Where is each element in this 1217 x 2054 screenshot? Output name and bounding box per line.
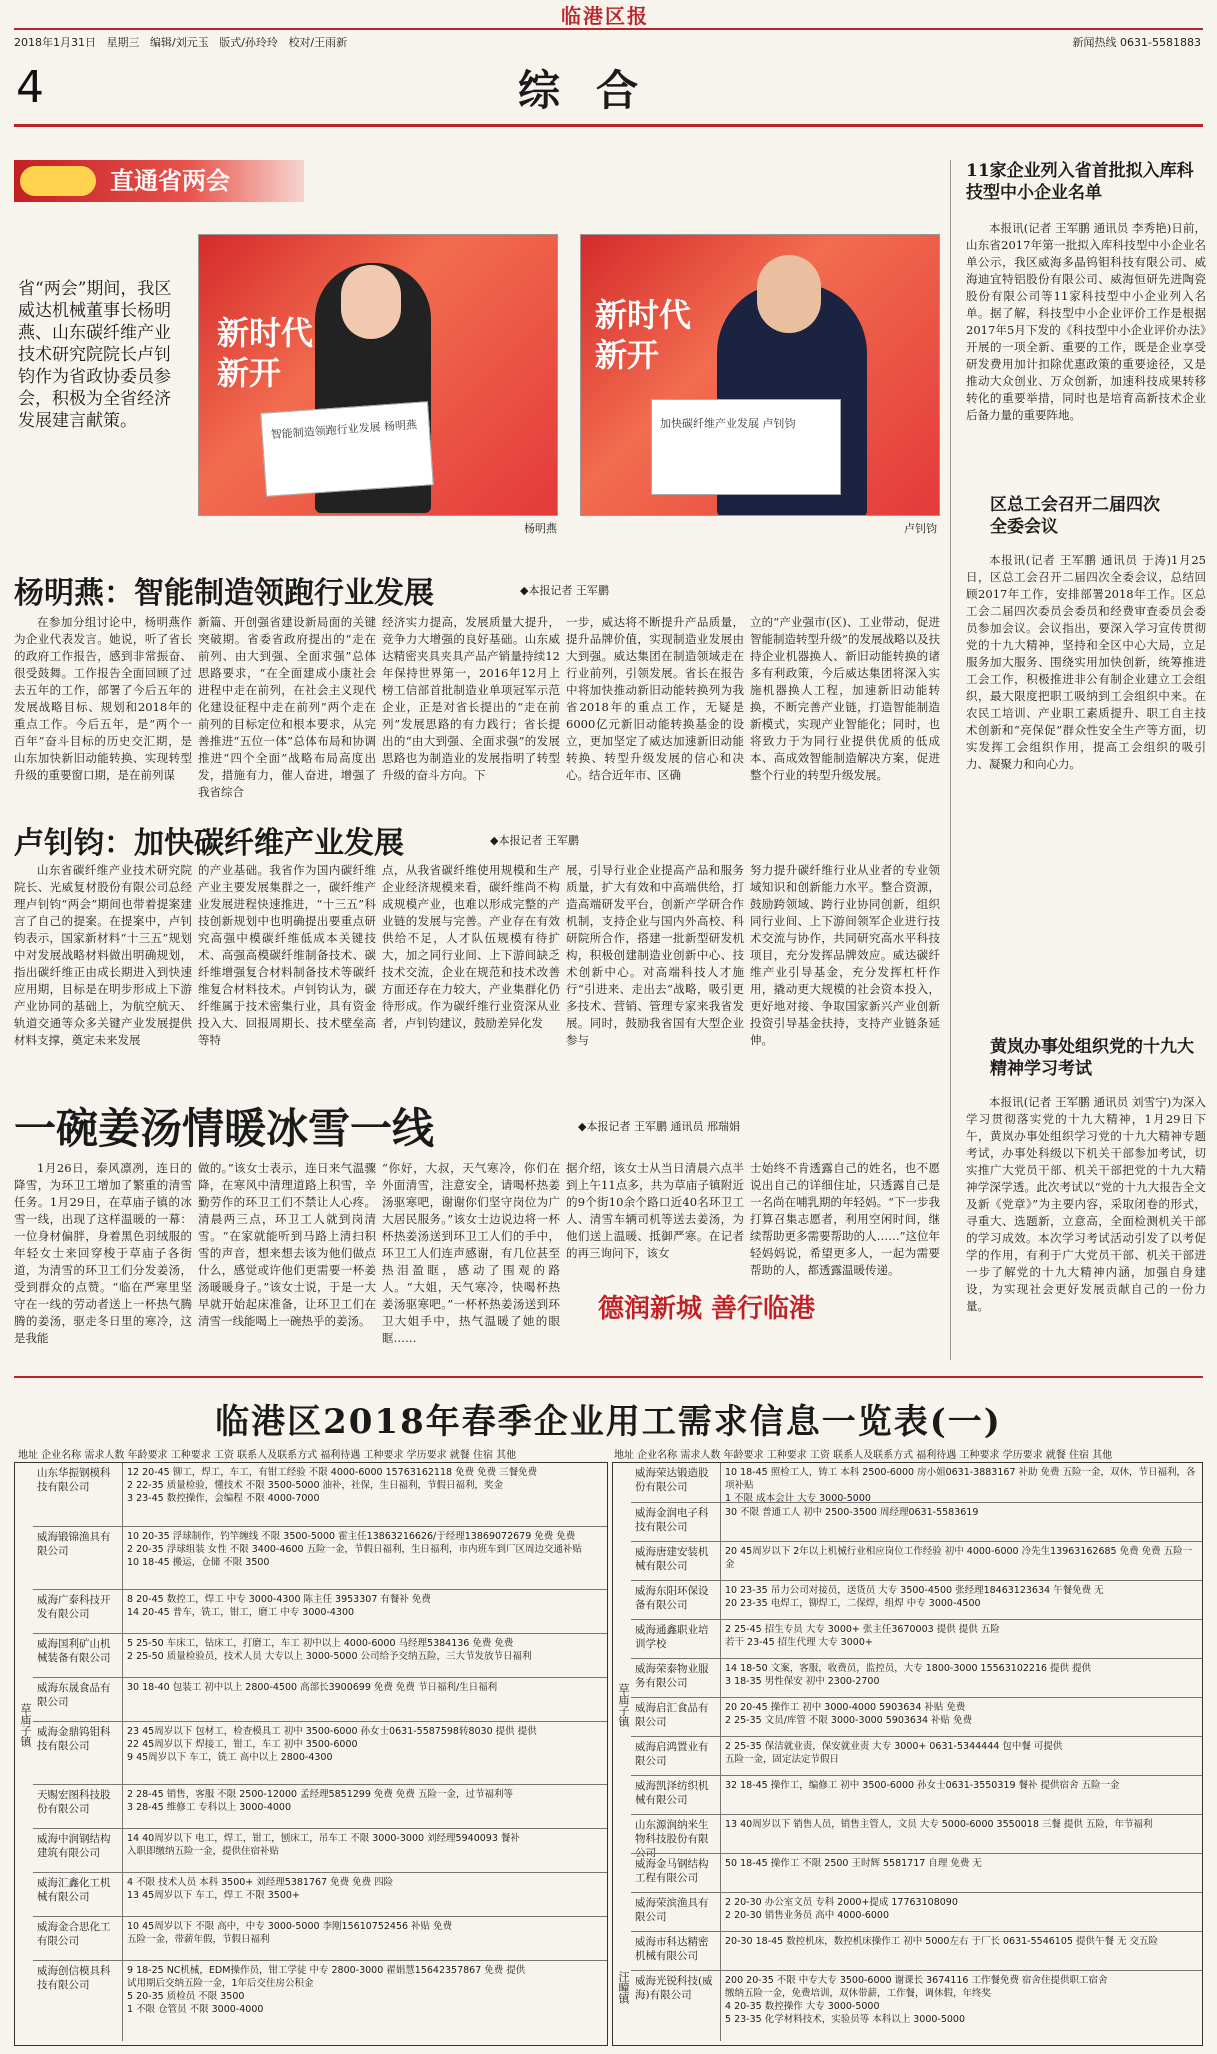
table-company-name: 威海东阳环保设备有限公司 [631, 1581, 721, 1619]
table-left-town: 草庙子镇 [19, 1703, 32, 1747]
sidebar-item-1-text: 本报讯(记者 王军鹏 通讯员 李秀艳)日前，山东省2017年第一批拟入库科技型中小企业名单公示，我区威海多晶钨钼科技有限公司、威海迪宜特铝股份有限公司、威海恒研先进陶瓷股份有限公司等11家科技型中小企业列入名单。据了解，科技型中小企业评价工作是根据2017年5月下发的《科技型中小企业评价办法》开展的一项全新、重要的工作，既是企业享受研发费用加计扣除优惠政策的重要途径，又是推动大众创业、万众创新，加速科技成果转移转化的重要举措，同时也是培育高新技术企业后备力量的重要阵地。 [966, 221, 1206, 422]
table-company-name: 威海市科达精密机械有限公司 [631, 1932, 721, 1970]
page-number: 4 [16, 62, 44, 113]
table-company-name: 威海凯泽纺织机械有限公司 [631, 1776, 721, 1814]
table-row-detail: 2 25-35 保洁就业责，保安就业责 大专 3000+ 0631-5344444 包中餐 可提供 五险一金，固定法定节假日 [725, 1741, 1063, 1765]
table-company-name: 威海光锐科技(威海)有限公司 [631, 1971, 721, 2041]
table-company-name: 威海锻锦渔具有限公司 [33, 1527, 123, 1589]
article1-col-2: 新篇、开创强省建设新局面的关键突破期。省委省政府提出的“走在前列、由大到强、全面求强”总体思路要求，“在全面建成小康社会进程中走在前列，在社会主义现代化建设征程中走在前列”两个走在前列的目标定位和根本要求，从完善推进“五位一体”总体布局和协调推进“四个全面”战略布局高度出发，措施有力，催人奋进，增强了我省综合 [198, 615, 376, 799]
article3-col-3: “你好，大叔，天气寒冷，你们在外面清雪，注意安全，请喝杯热姜汤驱寒吧，谢谢你们坚守岗位为广大居民服务。”该女士边说边将一杯杯热姜汤送到环卫工人们的手中，环卫工人们连声感谢，有几位甚至热泪盈眶，感动了围观的路人。“大姐，天气寒冷，快喝杯热姜汤驱寒吧。”一杯杯热姜汤送到环卫大姐手中，热气温暖了她的眼眶…… [382, 1161, 560, 1345]
photo-yang-mingyan [198, 234, 558, 516]
article1-title: 杨明燕：智能制造领跑行业发展 [14, 576, 434, 611]
masthead-logo: 临港区报 [561, 4, 649, 28]
table-row [631, 1502, 1202, 1541]
article2-byline-text: 本报记者 王军鹏 [498, 834, 579, 847]
person-face [341, 265, 401, 339]
table-row [33, 1589, 607, 1633]
photo-caption-lu: 卢钊钧 [904, 522, 937, 535]
table-row-detail: 13 40周岁以下 销售人员，销售主管人，文员 大专 5000-6000 3550018 三餐 提供 五险，年节福利 [725, 1819, 1153, 1830]
table-row [33, 1633, 607, 1677]
article2-byline: ◆本报记者 王军鹏 [490, 834, 579, 847]
table-title: 临港区2018年春季企业用工需求信息一览表(一) [215, 1402, 1002, 1442]
table-top-rule [14, 1376, 1203, 1378]
table-row [631, 1775, 1202, 1814]
article1-col-4: 一步，威达将不断提升产品质量，提升品牌价值，实现制造业发展由大到强。威达集团在制造领域走在行业前列，引领发展。省长在报告中将加快推动新旧动能转换列为我省2018年的重点工作，无疑是6000亿元新旧动能转换基金的设立，更加坚定了威达加速新旧动能转换、转型升级发展的信心和决心。结合近年市、区确 [566, 615, 744, 782]
table-company-name: 威海启汇食品有限公司 [631, 1698, 721, 1736]
article1-byline-text: 本报记者 王军鹏 [528, 584, 609, 597]
table-company-name: 天赐宏图科技股份有限公司 [33, 1785, 123, 1828]
news-hotline: 新闻热线 0631-5581883 [1072, 36, 1201, 49]
table-company-name: 威海荣达锻造股份有限公司 [631, 1463, 721, 1502]
table-row-detail: 32 18-45 操作工，编修工 初中 3500-6000 孙女士0631-3550319 餐补 提供宿舍 五险一金 [725, 1780, 1120, 1791]
table-row-detail: 10 18-45 照检工人，铸工 本科 2500-6000 房小姐0631-3883167 补助 免费 五险一金，双休，节日福利，各项补贴 1 不限 成本会计 大专 3000-5000 [725, 1467, 1196, 1504]
issue-date: 2018年1月31日 [14, 36, 96, 49]
table-company-name: 威海通鑫职业培训学校 [631, 1620, 721, 1658]
table-row-detail: 2 25-45 招生专员 大专 3000+ 张主任3670003 提供 提供 五险 若干 23-45 招生代理 大专 3000+ [725, 1624, 1000, 1648]
table-row [631, 1736, 1202, 1775]
table-right-town-2: 汪疃镇 [617, 1971, 630, 2004]
table-row [631, 1658, 1202, 1697]
issue-proof: 校对/王雨新 [288, 36, 348, 49]
table-row [33, 1828, 607, 1872]
table-row [33, 1872, 607, 1916]
table-row-detail: 10 23-35 吊力公司对接员，送货员 大专 3500-4500 张经理18463123634 午餐免费 无 20 23-35 电焊工，铆焊工，二保焊，组焊 中专 3000-4500 [725, 1585, 1104, 1609]
table-row-detail: 5 25-50 车床工，钻床工，打磨工，车工 初中以上 4000-6000 马经理5384136 免费 免费 2 25-50 质量检验员，技术人员 大专以上 3000-5000 公司给予交纳五险，三大节发放节日福利 [127, 1638, 532, 1662]
article2-col-3: 点，从我省碳纤维使用规模和生产企业经济规模来看，碳纤维尚不构成规模产业，也难以形成完整的产业链的发展与完善。产业存在有效供给不足，人才队伍规模有待扩大，加之同行业间、上下游间缺乏技术交流，企业在规范和技术改善方面还存在力较大，产业集群化仍待形成。作为碳纤维行业资深从业者，卢钊钧建议，鼓励差异化发 [382, 863, 560, 1030]
lead-paragraph: 省“两会”期间，我区威达机械董事长杨明燕、山东碳纤维产业技术研究院院长卢钊钧作为省政协委员参会，积极为全省经济发展建言献策。 [18, 279, 172, 431]
table-row [631, 1892, 1202, 1931]
table-row-detail: 30 18-40 包装工 初中以上 2800-4500 高部长3900699 免费 免费 节日福利/生日福利 [127, 1682, 498, 1693]
article3-col-5: 士始终不肯透露自己的姓名，也不愿说出自己的详细住址，只透露自己是一名尚在哺乳期的年轻妈。“下一步我打算召集志愿者，利用空闲时间，继续帮助更多需要帮助的人……”这位年轻妈妈说，希望更多人，一起为需要帮助的人，都透露温暖传递。 [750, 1161, 940, 1277]
sidebar-item-3-title: 黄岚办事处组织党的十九大精神学习考试 [990, 1037, 1194, 1079]
masthead-top-rule [14, 28, 1203, 30]
table-row-detail: 14 18-50 文案，客服，收费员，监控员，大专 1800-3000 15563102216 提供 提供 3 18-35 男性保安 初中 2300-2700 [725, 1663, 1092, 1687]
section-title: 综合 [518, 66, 675, 115]
sidebar-divider [950, 160, 951, 1360]
table-company-name: 威海创信模具科技有限公司 [33, 1961, 123, 2041]
article1-col-5: 立的“产业强市(区)、工业带动，促进智能制造转型升级”的发展战略以及扶持企业机器换人、新旧动能转换的诸多有利政策，今后威达集团将深入实施机器换人工程，加速新旧动能转换，不断完善产业链，打造智能制造新模式，实现产业智能化；同时，也将致力于为同行业提供优质的低成本、高成效智能制造解决方案，促进整个行业的转型升级发展。 [750, 615, 940, 782]
photo-caption-yang: 杨明燕 [524, 522, 557, 535]
issue-info [14, 34, 347, 50]
table-row [33, 1784, 607, 1828]
table-row [33, 1463, 607, 1526]
article1-col-3: 经济实力提高，发展质量大提升，竞争力大增强的良好基础。山东威达精密夹具夹具产品产销量持续12年保持世界第一，2016年12月上榜工信部首批制造业单项冠军示范企业，正是对省长提出的“走在前列”发展思路的有力践行；省长提出的“由大到强、全面求强”的发展思路也为制造业的发展指明了转型升级的奋斗方向。下 [382, 615, 560, 782]
table-row [33, 1721, 607, 1784]
handwritten-sign: 加快碳纤维产业发展 卢钊钧 [651, 399, 841, 495]
table-row-detail: 20 20-45 操作工 初中 3000-4000 5903634 补贴 免费 2 25-35 文员/库管 不限 3000-3000 5903634 补贴 免费 [725, 1702, 973, 1726]
photo-lu-zhaojun [580, 234, 940, 516]
table-company-name: 威海荣泰物业服务有限公司 [631, 1659, 721, 1697]
table-row-detail: 10 20-35 浮球制作，钓竿缠线 不限 3500-5000 霍主任13863216626/于经理13869072679 免费 免费 2 20-35 浮球组装 女性 不限 3400-4600 五险一金，节假日福利，生日福利，市内班车到厂区周边交通补贴 10 18-45 搬运，仓储 不限 3500 [127, 1531, 583, 1568]
person-face [757, 255, 821, 333]
table-company-name: 威海唐建安装机械有限公司 [631, 1542, 721, 1580]
table-row-detail: 200 20-35 不限 中专大专 3500-6000 谢课长 3674116 工作餐免费 宿舍住提供职工宿舍 缴纳五险一金，免费培训，双休带薪，工作餐，调休假，年终奖 4 20-35 数控操作 大专 3000-5000 5 23-35 化学材料技术，实验员等 本科以上 3000-5000 [725, 1975, 1108, 2025]
table-row-detail: 2 20-30 办公室文员 专科 2000+提成 17763108090 2 20-30 销售业务员 高中 4000-6000 [725, 1897, 958, 1921]
banner-label: 直通省两会 [110, 167, 230, 195]
table-row-detail: 20-30 18-45 数控机床，数控机床操作工 初中 5000左右 于厂长 0631-5546105 提供午餐 无 交五险 [725, 1936, 1158, 1947]
article2-col-2: 的产业基础。我省作为国内碳纤维产业主要发展集群之一，碳纤维产业发展进程快速推进，“十三五”科技创新规划中也明确提出要重点研究高强中模碳纤维低成本关键技术、高强高模碳纤维制备技术、碳纤维增强复合材料制备技术等碳纤维复合材料技术。卢钊钧认为，碳纤维属于技术密集行业，具有资金投入大、回报周期长、技术壁垒高等特 [198, 863, 376, 1047]
table-right-rows [631, 1463, 1202, 2045]
table-row [631, 1853, 1202, 1892]
handwritten-sign: 智能制造领跑行业发展 杨明燕 [260, 401, 433, 497]
table-row [631, 1814, 1202, 1859]
table-row-detail: 23 45周岁以下 包材工，检查模具工 初中 3500-6000 孙女士0631-5587598转8030 提供 提供 22 45周岁以下 焊接工，钳工，车工 初中 3500-6000 9 45周岁以下 车工，铣工 高中以上 2800-4300 [127, 1726, 537, 1763]
photo-board-text: 新时代 新开 [217, 314, 314, 392]
article1-col-1: 在参加分组讨论中，杨明燕作为企业代表发言。她说，听了省长的政府工作报告，感到非常振奋、很受鼓舞。工作报告全面回顾了过去五年的工作，部署了今后五年的发展战略目标、规划和2018年的重点工作。今后五年，是“两个一百年”奋斗目标的历史交汇期，是山东加快新旧动能转换、实现转型升级的重要窗口期，是在前列谋 [14, 615, 192, 782]
table-row [631, 1697, 1202, 1736]
table-company-name: 威海汇鑫化工机械有限公司 [33, 1873, 123, 1916]
table-row-detail: 4 不限 技术人员 本科 3500+ 刘经理5381767 免费 免费 四险 13 45周岁以下 车工，焊工 不限 3500+ [127, 1877, 394, 1901]
table-left-rows [33, 1463, 607, 2045]
table-row [631, 1463, 1202, 1502]
table-company-name: 威海中润钢结构建筑有限公司 [33, 1829, 123, 1872]
table-row-detail: 14 40周岁以下 电工，焊工，钳工，刨床工，吊车工 不限 3000-3000 刘经理5940093 餐补 入职即缴纳五险一金，提供住宿补贴 [127, 1833, 520, 1857]
table-left [14, 1462, 608, 2046]
article2-title: 卢钊钧：加快碳纤维产业发展 [14, 826, 404, 861]
article3-col-2: 做的。”该女士表示，连日来气温骤降，在寒风中清理道路上积雪，辛勤劳作的环卫工们不禁让人心疼。清晨两三点，环卫工人就到岗清雪。“在家就能听到马路上清扫积雪的声音，想来想去该为他们做点什么，感觉或许他们更需要一杯姜汤暖暖身子。”该女士说，于是一大早就开始起床准备，让环卫工们在清雪一线能喝上一碗热乎的姜汤。 [198, 1161, 376, 1328]
table-right [612, 1462, 1203, 2046]
issue-weekday: 星期三 [106, 36, 140, 49]
table-row [33, 1960, 607, 2041]
table-row-detail: 20 45周岁以下 2年以上机械行业相应岗位工作经验 初中 4000-6000 冷先生13963162685 免费 免费 五险一金 [725, 1546, 1193, 1570]
table-company-name: 威海启鸿置业有限公司 [631, 1737, 721, 1775]
table-row-detail: 2 28-45 销售，客服 不限 2500-12000 孟经理5851299 免费 免费 五险一金，过节福利等 3 28-45 维修工 专科以上 3000-4000 [127, 1789, 513, 1813]
sidebar-item-2-title: 区总工会召开二届四次全委会议 [990, 495, 1160, 537]
photo-board-text: 新时代 新开 [595, 296, 692, 374]
table-row-detail: 8 20-45 数控工，焊工 中专 3000-4300 陈主任 3953307 有餐补 免费 14 20-45 普车，铣工，钳工，磨工 中专 3000-4300 [127, 1594, 431, 1618]
table-row [631, 1619, 1202, 1658]
table-right-town-1: 草庙子镇 [617, 1683, 630, 1727]
table-company-name: 威海金鼎钨钼科技有限公司 [33, 1722, 123, 1784]
table-row [631, 1931, 1202, 1970]
table-company-name: 威海荣滨渔具有限公司 [631, 1893, 721, 1931]
article3-col-1: 1月26日，泰风凛冽，连日的降雪，为环卫工增加了繁重的清雪任务。1月29日，在草庙子镇的冰雪一线，出现了这样温暖的一幕：一位身材偏胖，身着黑色羽绒服的年轻女士来回穿梭于草庙子各街道，为清雪的环卫工们分发姜汤，受到群众的点赞。“临在严寒里坚守在一线的劳动者送上一杯热气腾腾的姜汤，驱走冬日里的寒冷，这是我能 [14, 1161, 192, 1345]
article3-byline: ◆本报记者 王军鹏 通讯员 邢瑞娟 [578, 1120, 740, 1133]
article3-col-4: 据介绍，该女士从当日清晨六点半到上午11点多，共为草庙子镇附近的9个街10余个路口近40名环卫工人、清雪车辆司机等送去姜汤，为他们送上温暖、抵御严寒。在记者的再三询问下，该女 [566, 1161, 744, 1260]
table-company-name: 威海东晟食品有限公司 [33, 1678, 123, 1721]
article1-byline: ◆本报记者 王军鹏 [520, 584, 609, 597]
table-row [33, 1526, 607, 1589]
banner-badge-icon [20, 166, 96, 196]
sidebar-item-2-text: 本报讯(记者 王军鹏 通讯员 于涛)1月25日，区总工会召开二届四次全委会议，总结回顾2017年工作，安排部署2018年工作。区总工会二届四次委员会委员和经费审查委员会委员参加会议。会议指出，要深入学习宣传贯彻党的十九大精神，坚持和全区中心大局，立足服务加大服务、围绕实用加快创新，统筹推进工会工作，积极推进非公有制企业建立工会组织，最大限度把职工吸纳到工会组织中来。在农民工培训、产业职工素质提升、职工自主技术创新和“亮保促”群众性安全生产等方面，切实发挥工会组织作用，提高工会组织的吸引力、凝聚力和向心力。 [966, 553, 1206, 771]
table-company-name: 威海金合思化工有限公司 [33, 1917, 123, 1960]
sidebar-item-3-text: 本报讯(记者 王军鹏 通讯员 刘雪宁)为深入学习贯彻落实党的十九大精神，1月29日下午，黄岚办事处组织学习党的十九大精神专题考试，办事处科级以下机关干部参加考试，切实推广大党员干部、机关干部把党的十九大精神学深学透。此次考试以“党的十九大报告全文及新《党章》”为主要内容，采取闭卷的形式，寻重大、选题新，立意高，全面检测机关干部的学习成效。本次学习考试活动引发了以考促学的作用，有利于广大党员干部、机关干部进一步了解党的十九大精神内涵，加强自身建设，为实现社会更好发展贡献自己的一份力量。 [966, 1095, 1206, 1313]
sidebar-item-1-title: 11家企业列入省首批拟入库科技型中小企业名单 [966, 161, 1194, 203]
table-company-name: 威海金润电子科技有限公司 [631, 1503, 721, 1541]
table-row [33, 1916, 607, 1960]
table-company-name: 威海广泰科技开发有限公司 [33, 1590, 123, 1633]
table-row-detail: 10 45周岁以下 不限 高中，中专 3000-5000 李刚15610752456 补贴 免费 五险一金，带薪年假，节假日福利 [127, 1921, 453, 1945]
table-row [631, 1580, 1202, 1619]
table-company-name: 山东华振钢模科技有限公司 [33, 1463, 123, 1526]
table-row [33, 1677, 607, 1721]
article3-byline-text: 本报记者 王军鹏 通讯员 邢瑞娟 [586, 1120, 740, 1133]
table-company-name: 威海国利矿山机械装备有限公司 [33, 1634, 123, 1677]
article2-col-1: 山东省碳纤维产业技术研究院院长、光威复材股份有限公司总经理卢钊钧“两会”期间也带着提案建言了自己的提案。在提案中，卢钊钧表示，国家新材料“十三五”规划中对发展战略材料做出明确规划，指出碳纤维正由成长期进入到快速应用期，目标是在明步形成上下游产业协同的基础上，为航空航天、轨道交通等众多关键产业发展提供材料支撑，奠定未来发展 [14, 863, 192, 1047]
table-row [631, 1970, 1202, 2041]
article2-col-4: 展，引导行业企业提高产品和服务质量，扩大有效和中高端供给，打造高端研发平台，创新产学研合作机制，支持企业与国内外高校、科研院所合作，搭建一批新型研发机构，积极创建制造业创新中心、技术创新中心。对高端科技人才施行“引进来、走出去”战略，吸引更多技术、营销、管理专家来我省发展。同时，鼓励我省国有大型企业参与 [566, 863, 744, 1047]
table-header-right: 地址 企业名称 需求人数 年龄要求 工种要求 工资 联系人及联系方式 福利待遇 工种要求 学历要求 就餐 住宿 其他 [614, 1450, 1113, 1461]
issue-editor: 编辑/刘元玉 [150, 36, 209, 49]
table-company-name: 威海金马钢结构工程有限公司 [631, 1854, 721, 1892]
table-row-detail: 50 18-45 操作工 不限 2500 王时辉 5581717 自理 免费 无 [725, 1858, 982, 1869]
header-bottom-rule [14, 124, 1203, 127]
table-row-detail: 9 18-25 NC机械，EDM操作员，钳工学徒 中专 2800-3000 翟娟慧15642357867 免费 提供 试用期后交纳五险一金，1年后交住房公积金 5 20-35 质检员 不限 3500 1 不限 仓管员 不限 3000-4000 [127, 1965, 526, 2015]
slogan-banner: 德润新城 善行临港 [598, 1294, 816, 1324]
table-row-detail: 30 不限 普通工人 初中 2500-3500 周经理0631-5583619 [725, 1507, 979, 1518]
table-row [631, 1541, 1202, 1580]
table-row-detail: 12 20-45 铆工，焊工，车工，有钳工经验 不限 4000-6000 15763162118 免费 免费 三餐免费 2 22-35 质量检验，懂技术 不限 3500-5000 油补，社保，生日福利，节假日福利，奖金 3 23-45 数控操作，会编程 不限 4000-7000 [127, 1467, 538, 1504]
issue-layout: 版式/孙玲玲 [219, 36, 278, 49]
article2-col-5: 努力提升碳纤维行业从业者的专业领域知识和创新能力水平。整合资源，鼓励跨领域、跨行业协同创新，组织同行业间、上下游间领军企业进行技术交流与协作，共同研究高水平科技项目，充分发挥品牌效应。威达碳纤维产业引导基金，充分发挥杠杆作用，撬动更大规模的社会资本投入，更好地对接、争取国家新兴产业创新投资引导基金扶持，支持产业链条延伸。 [750, 863, 940, 1047]
article3-title: 一碗姜汤情暖冰雪一线 [14, 1104, 435, 1153]
table-company-name: 山东源润纳米生物科技股份有限公司 [631, 1815, 721, 1853]
table-header-left: 地址 企业名称 需求人数 年龄要求 工种要求 工资 联系人及联系方式 福利待遇 工种要求 学历要求 就餐 住宿 其他 [18, 1450, 517, 1461]
